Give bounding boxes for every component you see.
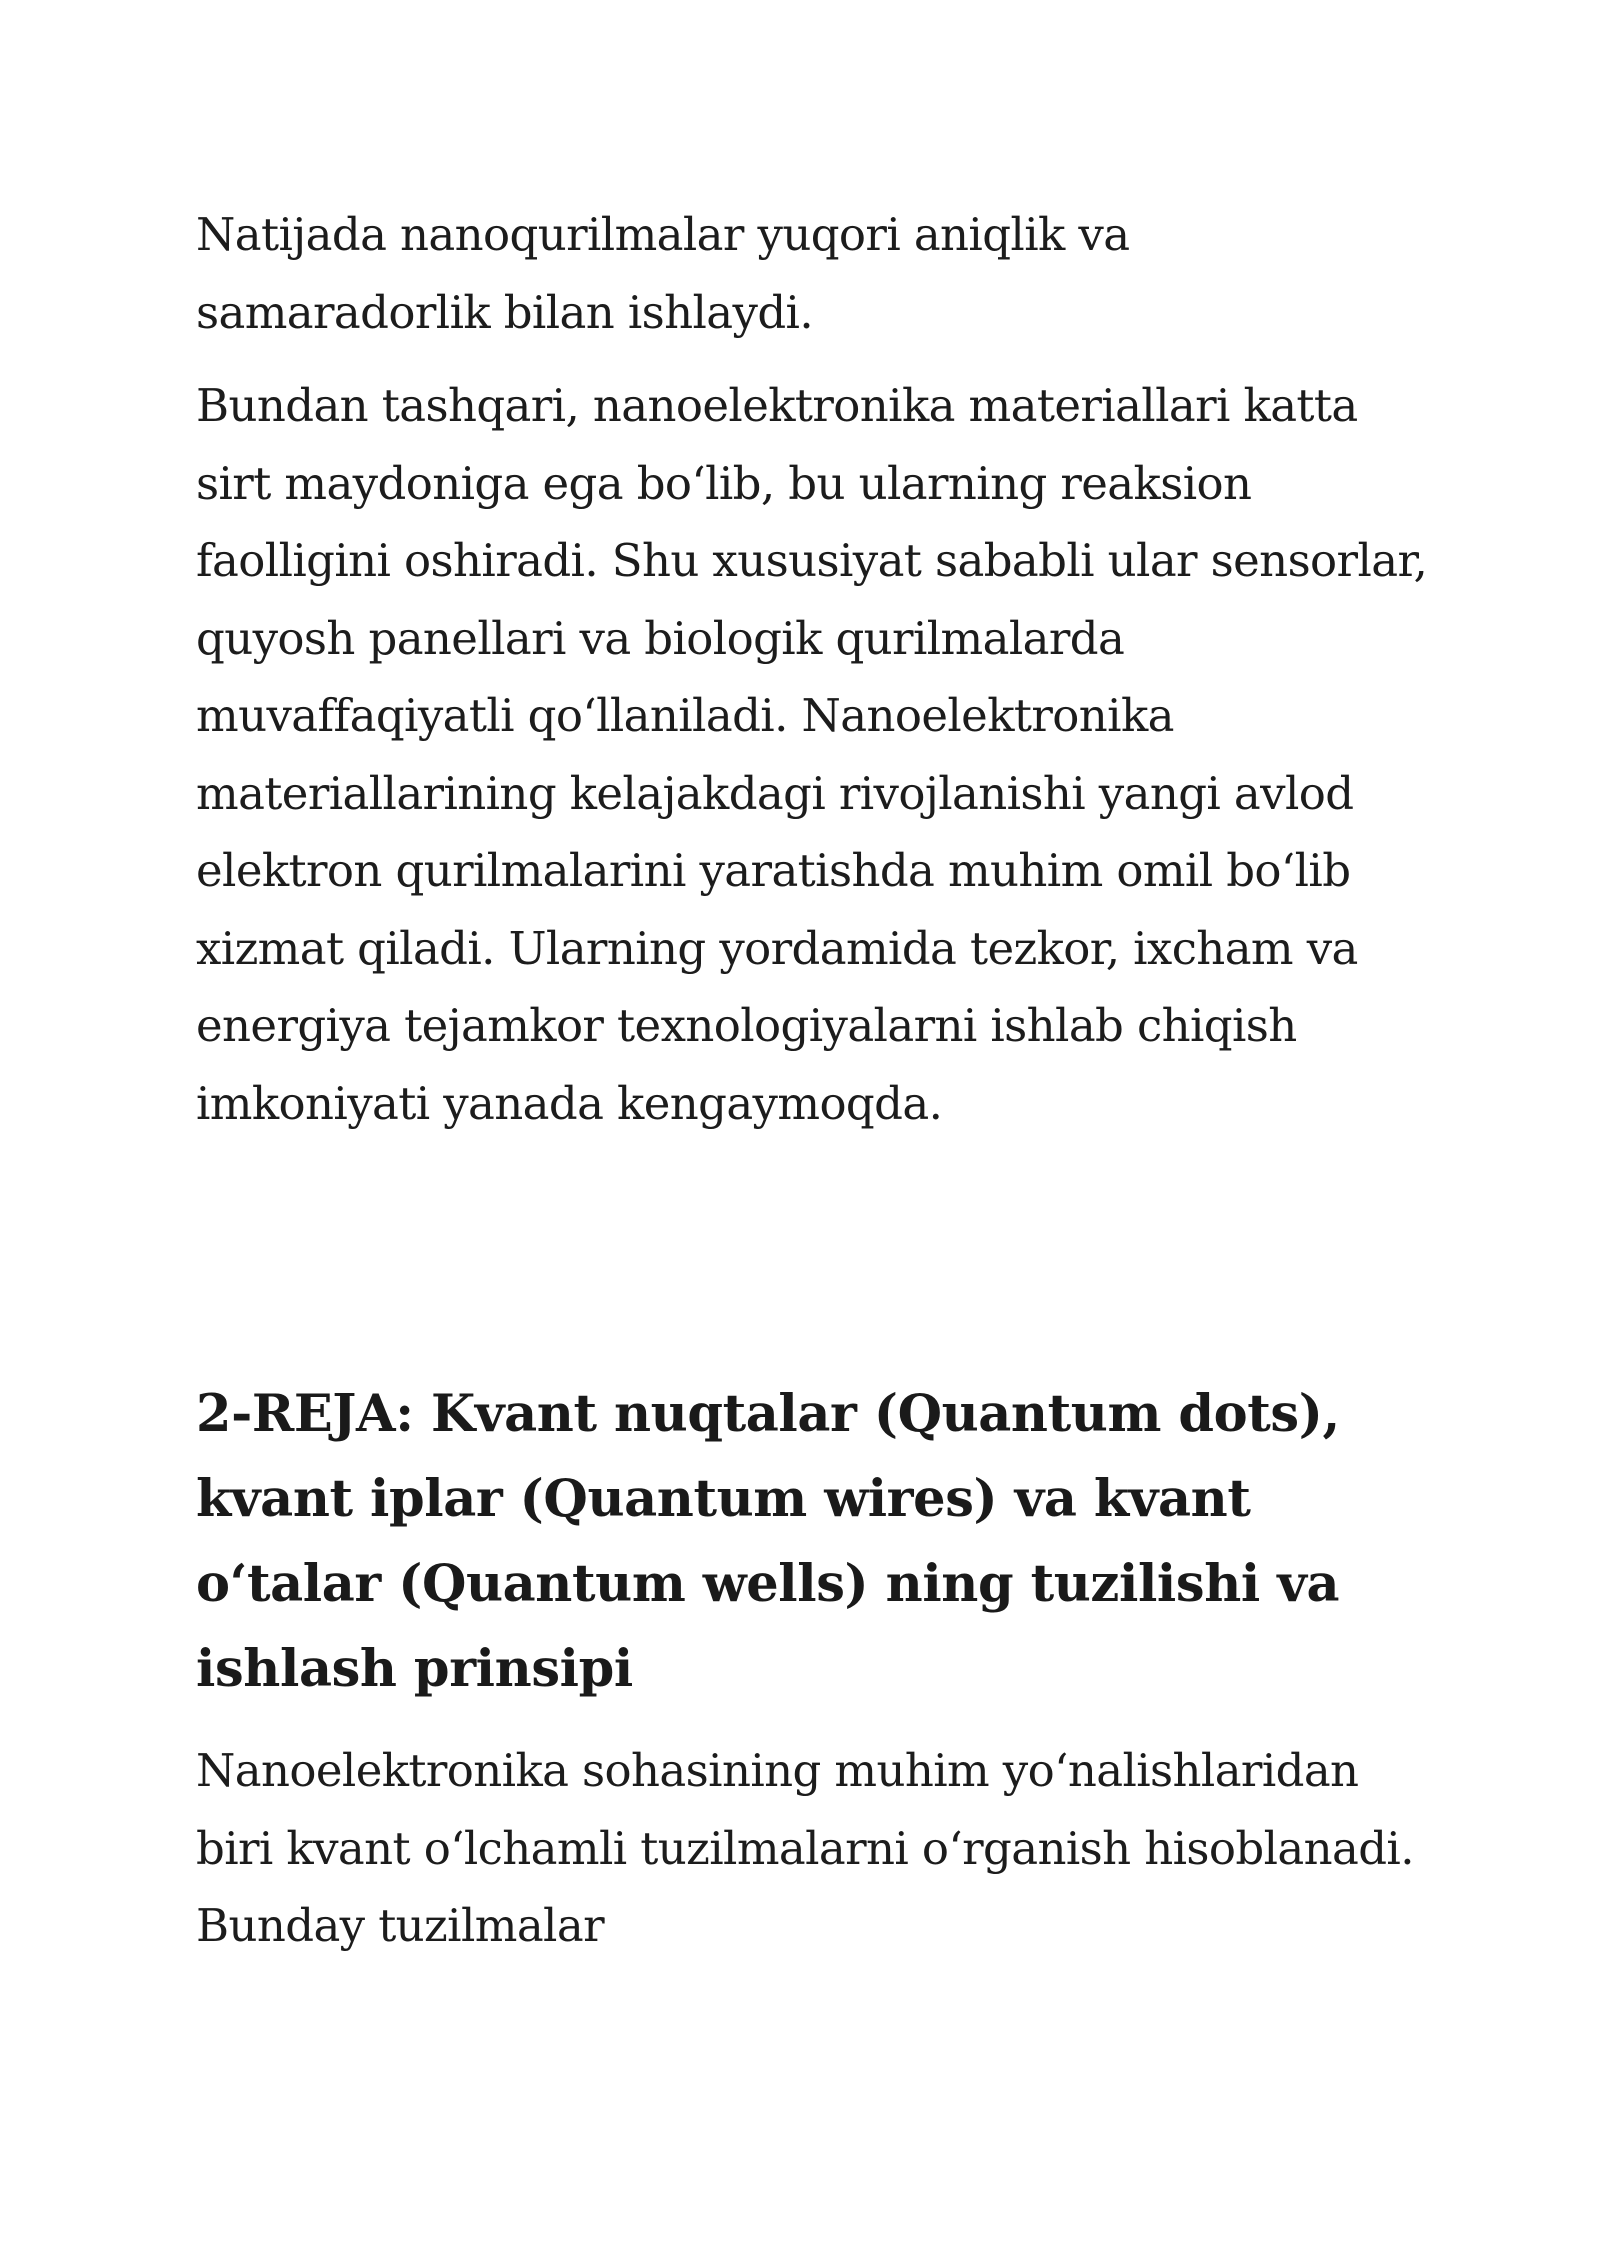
paragraph-materials: Bundan tashqari, nanoelektronika materiallari katta sirt maydoniga ega bo‘lib, bu ularning reaksion faolligini oshiradi. Shu xususiyat sababli ular sensorlar, quyosh panellari va biologik qurilmalarda muvaffaqiyatli qo‘llaniladi. Nanoelektronika materiallarining kelajakdagi rivojlanishi yangi avlod elektron qurilmalarini yaratishda muhim omil bo‘lib xizmat qiladi. Ularning yordamida tezkor, ixcham va energiya tejamkor texnologiyalarni ishlab chiqish imkoniyati yanada kengaymoqda. [196, 379, 1428, 1130]
paragraph-intro: Natijada nanoqurilmalar yuqori aniqlik va samaradorlik bilan ishlaydi. [196, 208, 1130, 339]
paragraph-quantum-structures: Nanoelektronika sohasining muhim yo‘nalishlaridan biri kvant o‘lchamli tuzilmalarni o‘rganish hisoblanadi. Bunday tuzilmalar [196, 1744, 1414, 1952]
page-content [196, 196, 1436, 1965]
section-heading: 2-REJA: Kvant nuqtalar (Quantum dots), kvant iplar (Quantum wires) va kvant o‘talar (Quantum wells) ning tuzilishi va ishlash prinsipi [196, 1384, 1340, 1699]
